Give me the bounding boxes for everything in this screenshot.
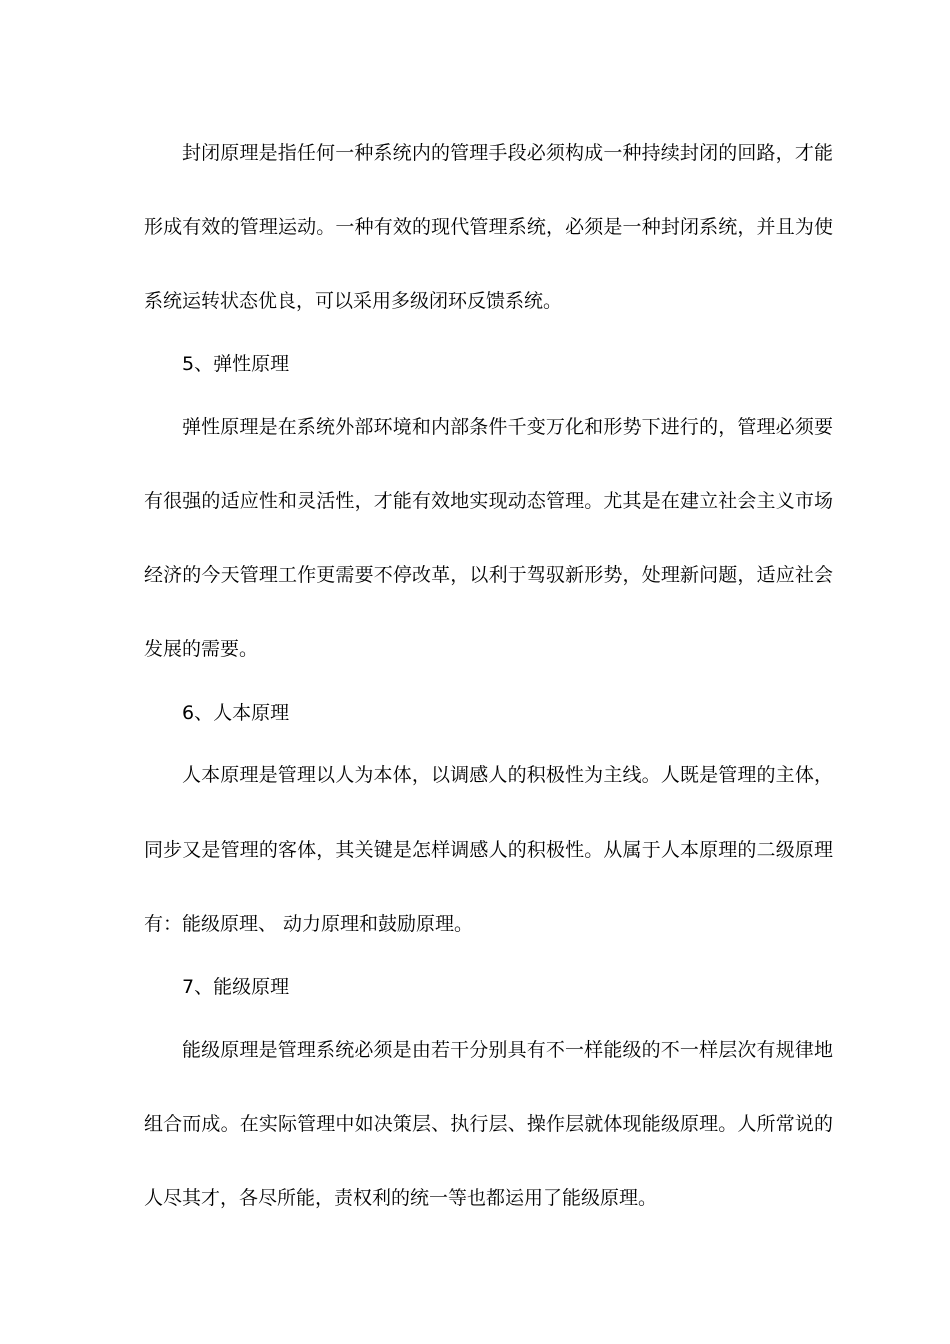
paragraph-line: 弹性原理是在系统外部环境和内部条件千变万化和形势下进行的，管理必须要 (182, 416, 833, 438)
paragraph-line: 人本原理是管理以人为本体，以调感人的积极性为主线。人既是管理的主体， (182, 764, 833, 786)
paragraph-line: 经济的今天管理工作更需要不停改革，以利于驾驭新形势，处理新问题，适应社会 (144, 564, 833, 586)
paragraph-line: 形成有效的管理运动。一种有效的现代管理系统，必须是一种封闭系统，并且为使 (144, 216, 833, 238)
paragraph-line: 系统运转状态优良，可以采用多级闭环反馈系统。 (144, 290, 563, 312)
paragraph-line: 同步又是管理的客体，其关键是怎样调感人的积极性。从属于人本原理的二级原理 (144, 839, 833, 861)
paragraph-line: 发展的需要。 (144, 638, 259, 660)
section-heading: 6、人本原理 (182, 702, 290, 724)
paragraph-line: 能级原理是管理系统必须是由若干分别具有不一样能级的不一样层次有规律地 (182, 1039, 833, 1061)
paragraph-line: 封闭原理是指任何一种系统内的管理手段必须构成一种持续封闭的回路，才能 (182, 142, 833, 164)
paragraph-line: 组合而成。在实际管理中如决策层、执行层、操作层就体现能级原理。人所常说的 (144, 1113, 833, 1135)
paragraph-line: 人尽其才，各尽所能，责权利的统一等也都运用了能级原理。 (144, 1187, 658, 1209)
section-heading: 7、能级原理 (182, 976, 290, 998)
paragraph-line: 有：能级原理、 动力原理和鼓励原理。 (144, 913, 474, 935)
section-heading: 5、弹性原理 (182, 353, 290, 375)
paragraph-line: 有很强的适应性和灵活性，才能有效地实现动态管理。尤其是在建立社会主义市场 (144, 490, 833, 512)
